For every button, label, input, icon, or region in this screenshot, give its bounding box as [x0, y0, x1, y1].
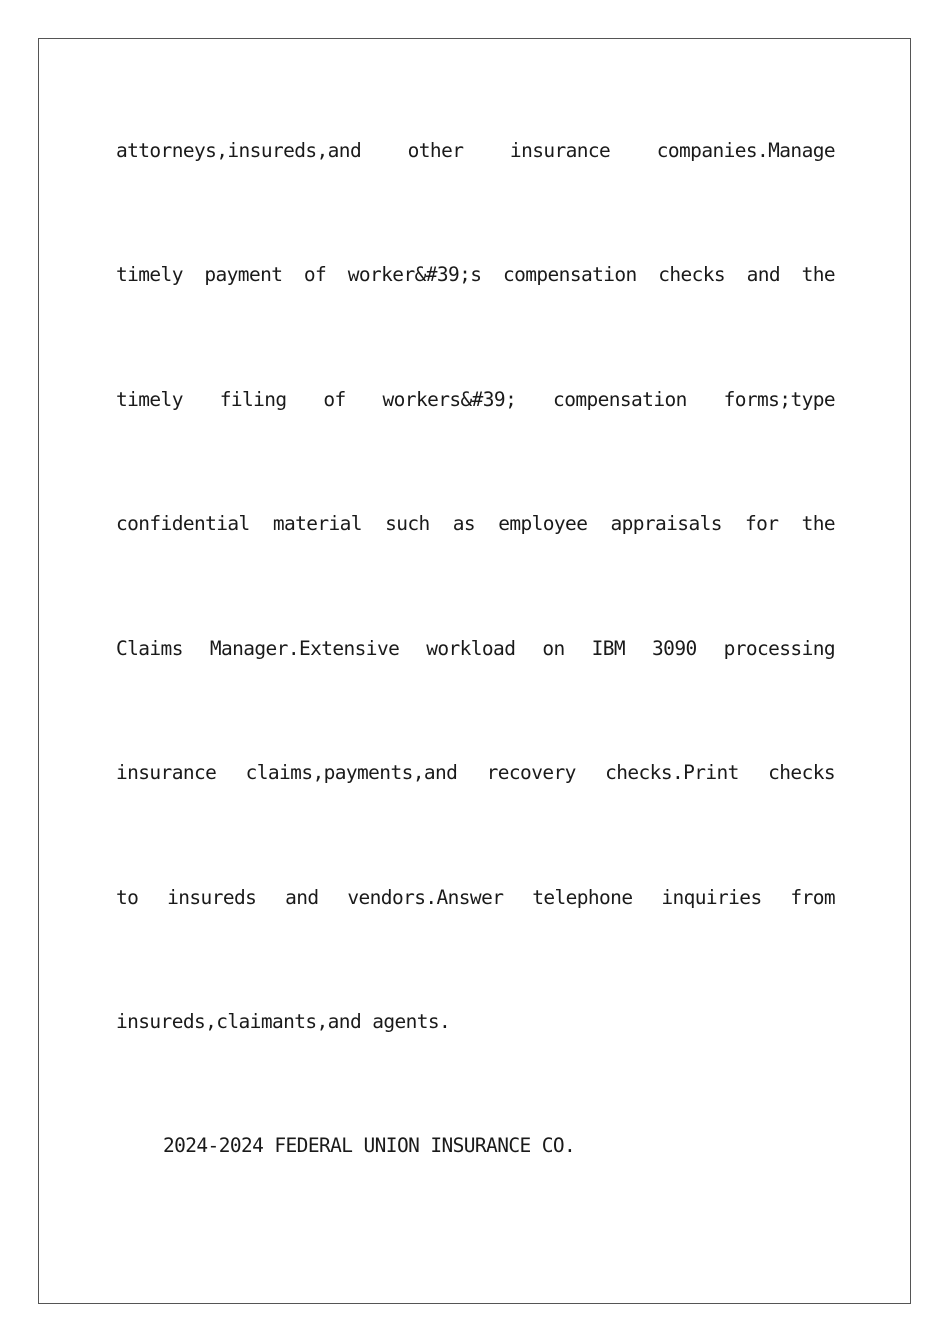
body-text-line: insurance claims,payments,and recovery checks.Print checks: [116, 761, 835, 784]
body-text-line: confidential material such as employee appraisals for the: [116, 512, 835, 535]
body-text-line: timely filing of workers&#39; compensation forms;type: [116, 388, 835, 411]
body-text-line: Claims Manager.Extensive workload on IBM 3090 processing: [116, 637, 835, 660]
body-text-line: timely payment of worker&#39;s compensation checks and the: [116, 263, 835, 286]
body-text-line: insureds,claimants,and agents.: [116, 1010, 451, 1033]
employment-entry-heading: 2024-2024 FEDERAL UNION INSURANCE CO.: [163, 1134, 576, 1157]
document-page: [38, 38, 911, 1304]
body-text-line: to insureds and vendors.Answer telephone inquiries from: [116, 886, 835, 909]
body-text-line: attorneys,insureds,and other insurance companies.Manage: [116, 139, 835, 162]
